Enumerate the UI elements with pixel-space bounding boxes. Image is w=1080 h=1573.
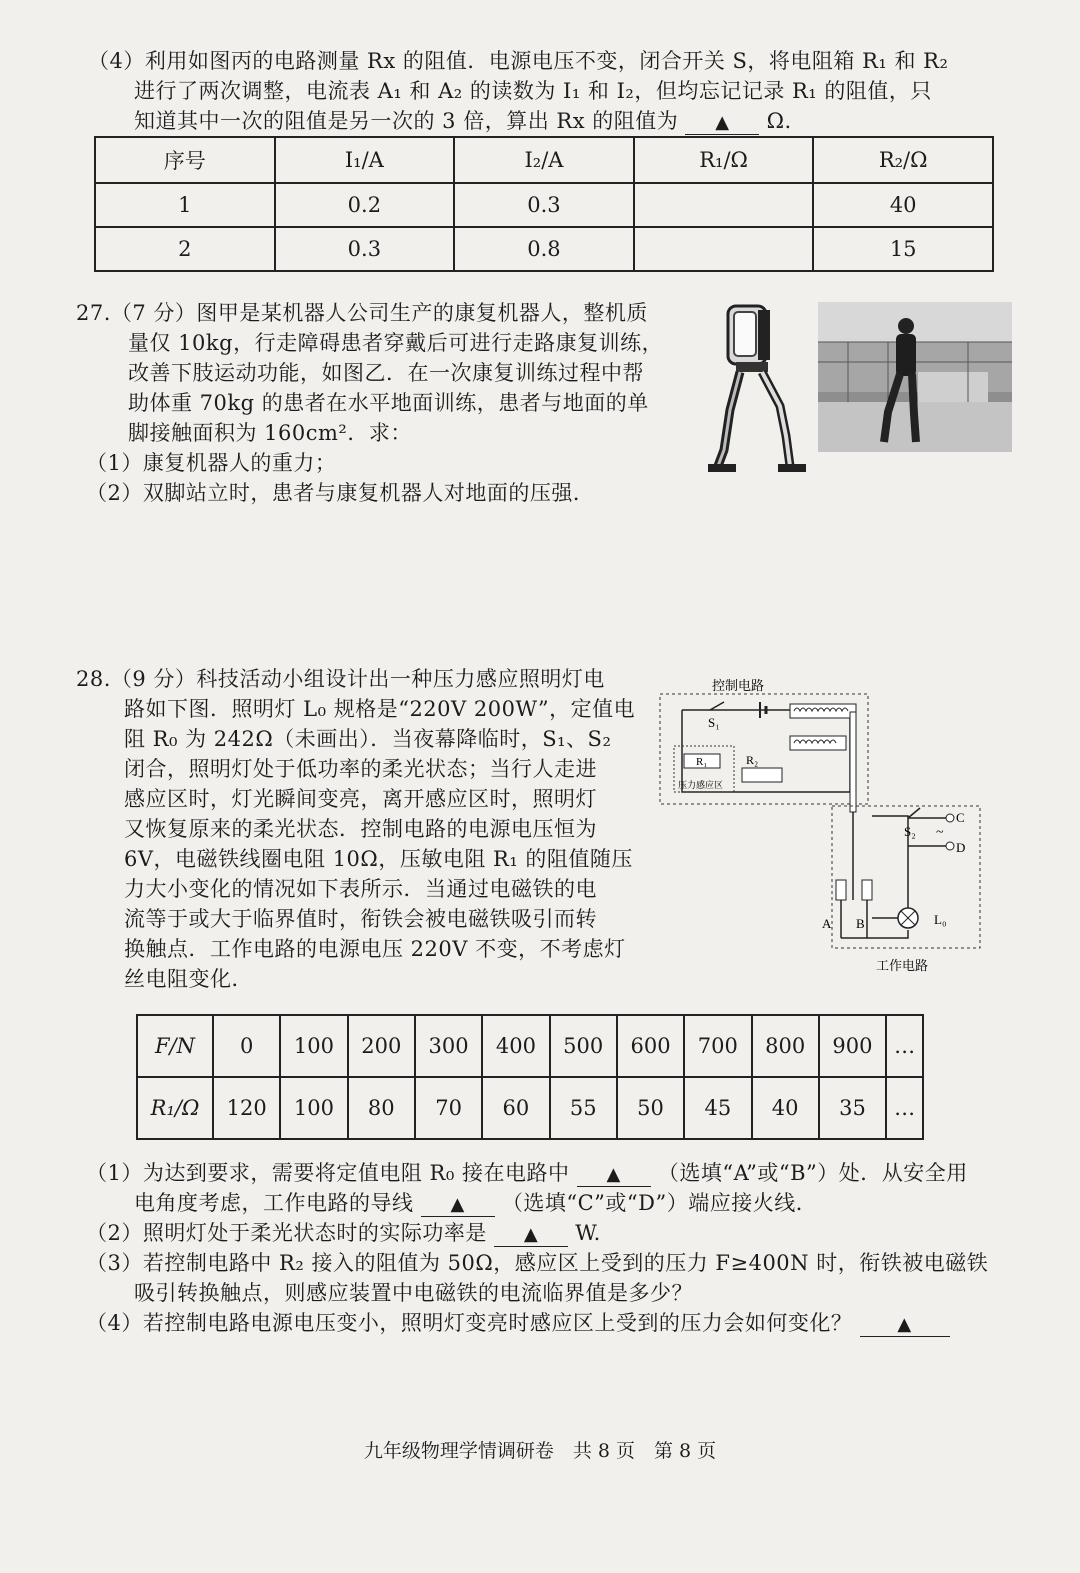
q28-line: 又恢复原来的柔光状态．控制电路的电源电压恒为 xyxy=(124,817,597,841)
ac-tilde-label: ~ xyxy=(936,825,944,840)
unit-ohm: Ω. xyxy=(766,109,792,133)
table-cell: 0.8 xyxy=(454,227,634,271)
q28-sub2 xyxy=(86,1218,601,1248)
table-cell: 60 xyxy=(482,1077,549,1139)
q28-line: 力大小变化的情况如下表所示．当通过电磁铁的电 xyxy=(124,877,597,901)
answer-blank[interactable] xyxy=(577,1162,651,1187)
resistor-r2-icon xyxy=(742,768,782,782)
q28-sub1-text: （选填“C”或“D”）端应接火线． xyxy=(501,1191,818,1215)
table-cell: 0.2 xyxy=(275,183,455,227)
r2-label: R₂ xyxy=(746,753,759,767)
unit-watt: W. xyxy=(575,1221,601,1245)
table-cell: 100 xyxy=(280,1077,347,1139)
blank-mark: ▲ xyxy=(606,1164,621,1185)
control-circuit-label: 控制电路 xyxy=(712,678,765,693)
blank-mark: ▲ xyxy=(715,112,730,133)
q28-line: 丝电阻变化． xyxy=(124,967,253,991)
table-cell: 300 xyxy=(415,1015,482,1077)
table-cell: 2 xyxy=(95,227,275,271)
table-cell: 0 xyxy=(213,1015,280,1077)
table-cell: 400 xyxy=(482,1015,549,1077)
c-label: C xyxy=(956,810,965,825)
terminal-d xyxy=(946,842,954,850)
lamp-label: L₀ xyxy=(934,912,947,927)
work-circuit-label: 工作电路 xyxy=(876,958,929,973)
table-header-cell: I₁/A xyxy=(275,137,455,183)
q27-sub1: （1）康复机器人的重力； xyxy=(86,451,337,475)
switch-s1-icon xyxy=(710,702,724,710)
q28-sub1-text: （1）为达到要求，需要将定值电阻 R₀ 接在电路中 xyxy=(86,1161,570,1185)
q28-line: 阻 R₀ 为 242Ω（未画出）．当夜幕降临时，S₁、S₂ xyxy=(124,727,612,751)
table-cell: 600 xyxy=(617,1015,684,1077)
table-cell: 900 xyxy=(819,1015,886,1077)
table-header-cell: I₂/A xyxy=(454,137,634,183)
q28-line: 闭合，照明灯处于低功率的柔光状态；当行人走进 xyxy=(124,757,597,781)
q27-line: 量仅 10kg，行走障碍患者穿戴后可进行走路康复训练， xyxy=(128,331,664,355)
table-cell: 70 xyxy=(415,1077,482,1139)
q28-sub4-text: （4）若控制电路电源电压变小，照明灯变亮时感应区上受到的压力会如何变化？ xyxy=(86,1311,853,1335)
blank-mark: ▲ xyxy=(450,1194,465,1215)
rehab-training-photo xyxy=(818,302,1012,452)
d-label: D xyxy=(956,840,966,855)
q26-data-table xyxy=(94,136,994,272)
q28-line: 28.（9 分）科技活动小组设计出一种压力感应照明灯电 xyxy=(76,667,605,691)
table-cell: 200 xyxy=(348,1015,415,1077)
table-cell: 45 xyxy=(684,1077,751,1139)
page-footer: 九年级物理学情调研卷 共 8 页 第 8 页 xyxy=(363,1440,717,1462)
r1-label: R₁ xyxy=(696,756,708,768)
table-cell xyxy=(634,227,814,271)
q28-sub1-text: 电角度考虑，工作电路的导线 xyxy=(134,1191,414,1215)
table-cell: 120 xyxy=(213,1077,280,1139)
table-row xyxy=(95,227,993,271)
contact-a-icon xyxy=(836,880,846,900)
q27-line: 助体重 70kg 的患者在水平地面训练，患者与地面的单 xyxy=(128,391,649,415)
table-cell: 1 xyxy=(95,183,275,227)
table-header-cell: R₂/Ω xyxy=(813,137,993,183)
table-cell: 0.3 xyxy=(454,183,634,227)
table-cell: 100 xyxy=(280,1015,347,1077)
terminal-c xyxy=(946,814,954,822)
table-cell: 40 xyxy=(752,1077,819,1139)
q28-line: 流等于或大于临界值时，衔铁会被电磁铁吸引而转 xyxy=(124,907,597,931)
table-cell xyxy=(634,183,814,227)
answer-blank[interactable] xyxy=(421,1192,495,1217)
a-label: A xyxy=(822,916,832,931)
circuit-diagram xyxy=(650,672,990,982)
s1-label: S₁ xyxy=(708,715,720,730)
q26-line2: 进行了两次调整，电流表 A₁ 和 A₂ 的读数为 I₁ 和 I₂，但均忘记记录 R₁ 的阻值，只 xyxy=(134,79,932,103)
table-cell: … xyxy=(886,1015,923,1077)
table-row xyxy=(137,1077,923,1139)
q28-line: 换触点．工作电路的电源电压 220V 不变，不考虑灯 xyxy=(124,937,626,961)
q28-sub1-line1 xyxy=(86,1158,968,1188)
q28-line: 6V，电磁铁线圈电阻 10Ω，压敏电阻 R₁ 的阻值随压 xyxy=(124,847,633,871)
table-cell: 800 xyxy=(752,1015,819,1077)
switch-s2-icon xyxy=(908,808,920,818)
s2-label: S₂ xyxy=(904,824,916,839)
q27-line: 脚接触面积为 160cm²．求： xyxy=(128,421,412,445)
q28-sub3-line2: 吸引转换触点，则感应装置中电磁铁的电流临界值是多少？ xyxy=(134,1281,693,1305)
table-cell: 50 xyxy=(617,1077,684,1139)
table-header-cell: R₁/Ω xyxy=(137,1077,213,1139)
q27-sub2: （2）双脚站立时，患者与康复机器人对地面的压强． xyxy=(86,481,595,505)
blank-mark: ▲ xyxy=(897,1314,912,1335)
answer-blank[interactable] xyxy=(494,1222,568,1247)
q27-line: 27.（7 分）图甲是某机器人公司生产的康复机器人，整机质 xyxy=(76,301,648,325)
q28-line: 感应区时，灯光瞬间变亮，离开感应区时，照明灯 xyxy=(124,787,597,811)
table-cell: 80 xyxy=(348,1077,415,1139)
q28-line: 路如下图．照明灯 L₀ 规格是“220V 200W”，定值电 xyxy=(124,697,636,721)
armature-icon xyxy=(850,712,856,812)
table-cell: 40 xyxy=(813,183,993,227)
table-cell: 700 xyxy=(684,1015,751,1077)
table-cell: … xyxy=(886,1077,923,1139)
contact-b-icon xyxy=(862,880,872,900)
q26-line3 xyxy=(134,106,792,136)
answer-blank[interactable] xyxy=(685,110,759,135)
q28-sub4 xyxy=(86,1308,950,1338)
answer-blank[interactable] xyxy=(860,1312,950,1337)
table-row xyxy=(137,1015,923,1077)
q28-sub2-text: （2）照明灯处于柔光状态时的实际功率是 xyxy=(86,1221,487,1245)
table-cell: 0.3 xyxy=(275,227,455,271)
table-header-cell: 序号 xyxy=(95,137,275,183)
table-cell: 35 xyxy=(819,1077,886,1139)
table-cell: 55 xyxy=(550,1077,617,1139)
q28-force-resistance-table xyxy=(136,1014,924,1140)
q27-line: 改善下肢运动功能，如图乙．在一次康复训练过程中帮 xyxy=(128,361,644,385)
b-label: B xyxy=(856,916,865,931)
q28-sub3-line1: （3）若控制电路中 R₂ 接入的阻值为 50Ω，感应区上受到的压力 F≥400N 时，衔铁被电磁铁 xyxy=(86,1251,989,1275)
q28-sub1-line2 xyxy=(134,1188,817,1218)
q26-line3-text: 知道其中一次的阻值是另一次的 3 倍，算出 Rx 的阻值为 xyxy=(134,109,679,133)
sensor-zone-label: 压力感应区 xyxy=(678,780,724,790)
robot-exoskeleton-image xyxy=(700,300,810,480)
table-cell: 15 xyxy=(813,227,993,271)
q26-line1: （4）利用如图丙的电路测量 Rx 的阻值．电源电压不变，闭合开关 S，将电阻箱 R₁ 和 R₂ xyxy=(88,49,949,73)
q28-sub1-text: （选填“A”或“B”）处．从安全用 xyxy=(657,1161,968,1185)
blank-mark: ▲ xyxy=(523,1224,539,1245)
table-cell: 500 xyxy=(550,1015,617,1077)
table-row xyxy=(95,183,993,227)
table-header-cell: F/N xyxy=(137,1015,213,1077)
table-header-cell: R₁/Ω xyxy=(634,137,814,183)
